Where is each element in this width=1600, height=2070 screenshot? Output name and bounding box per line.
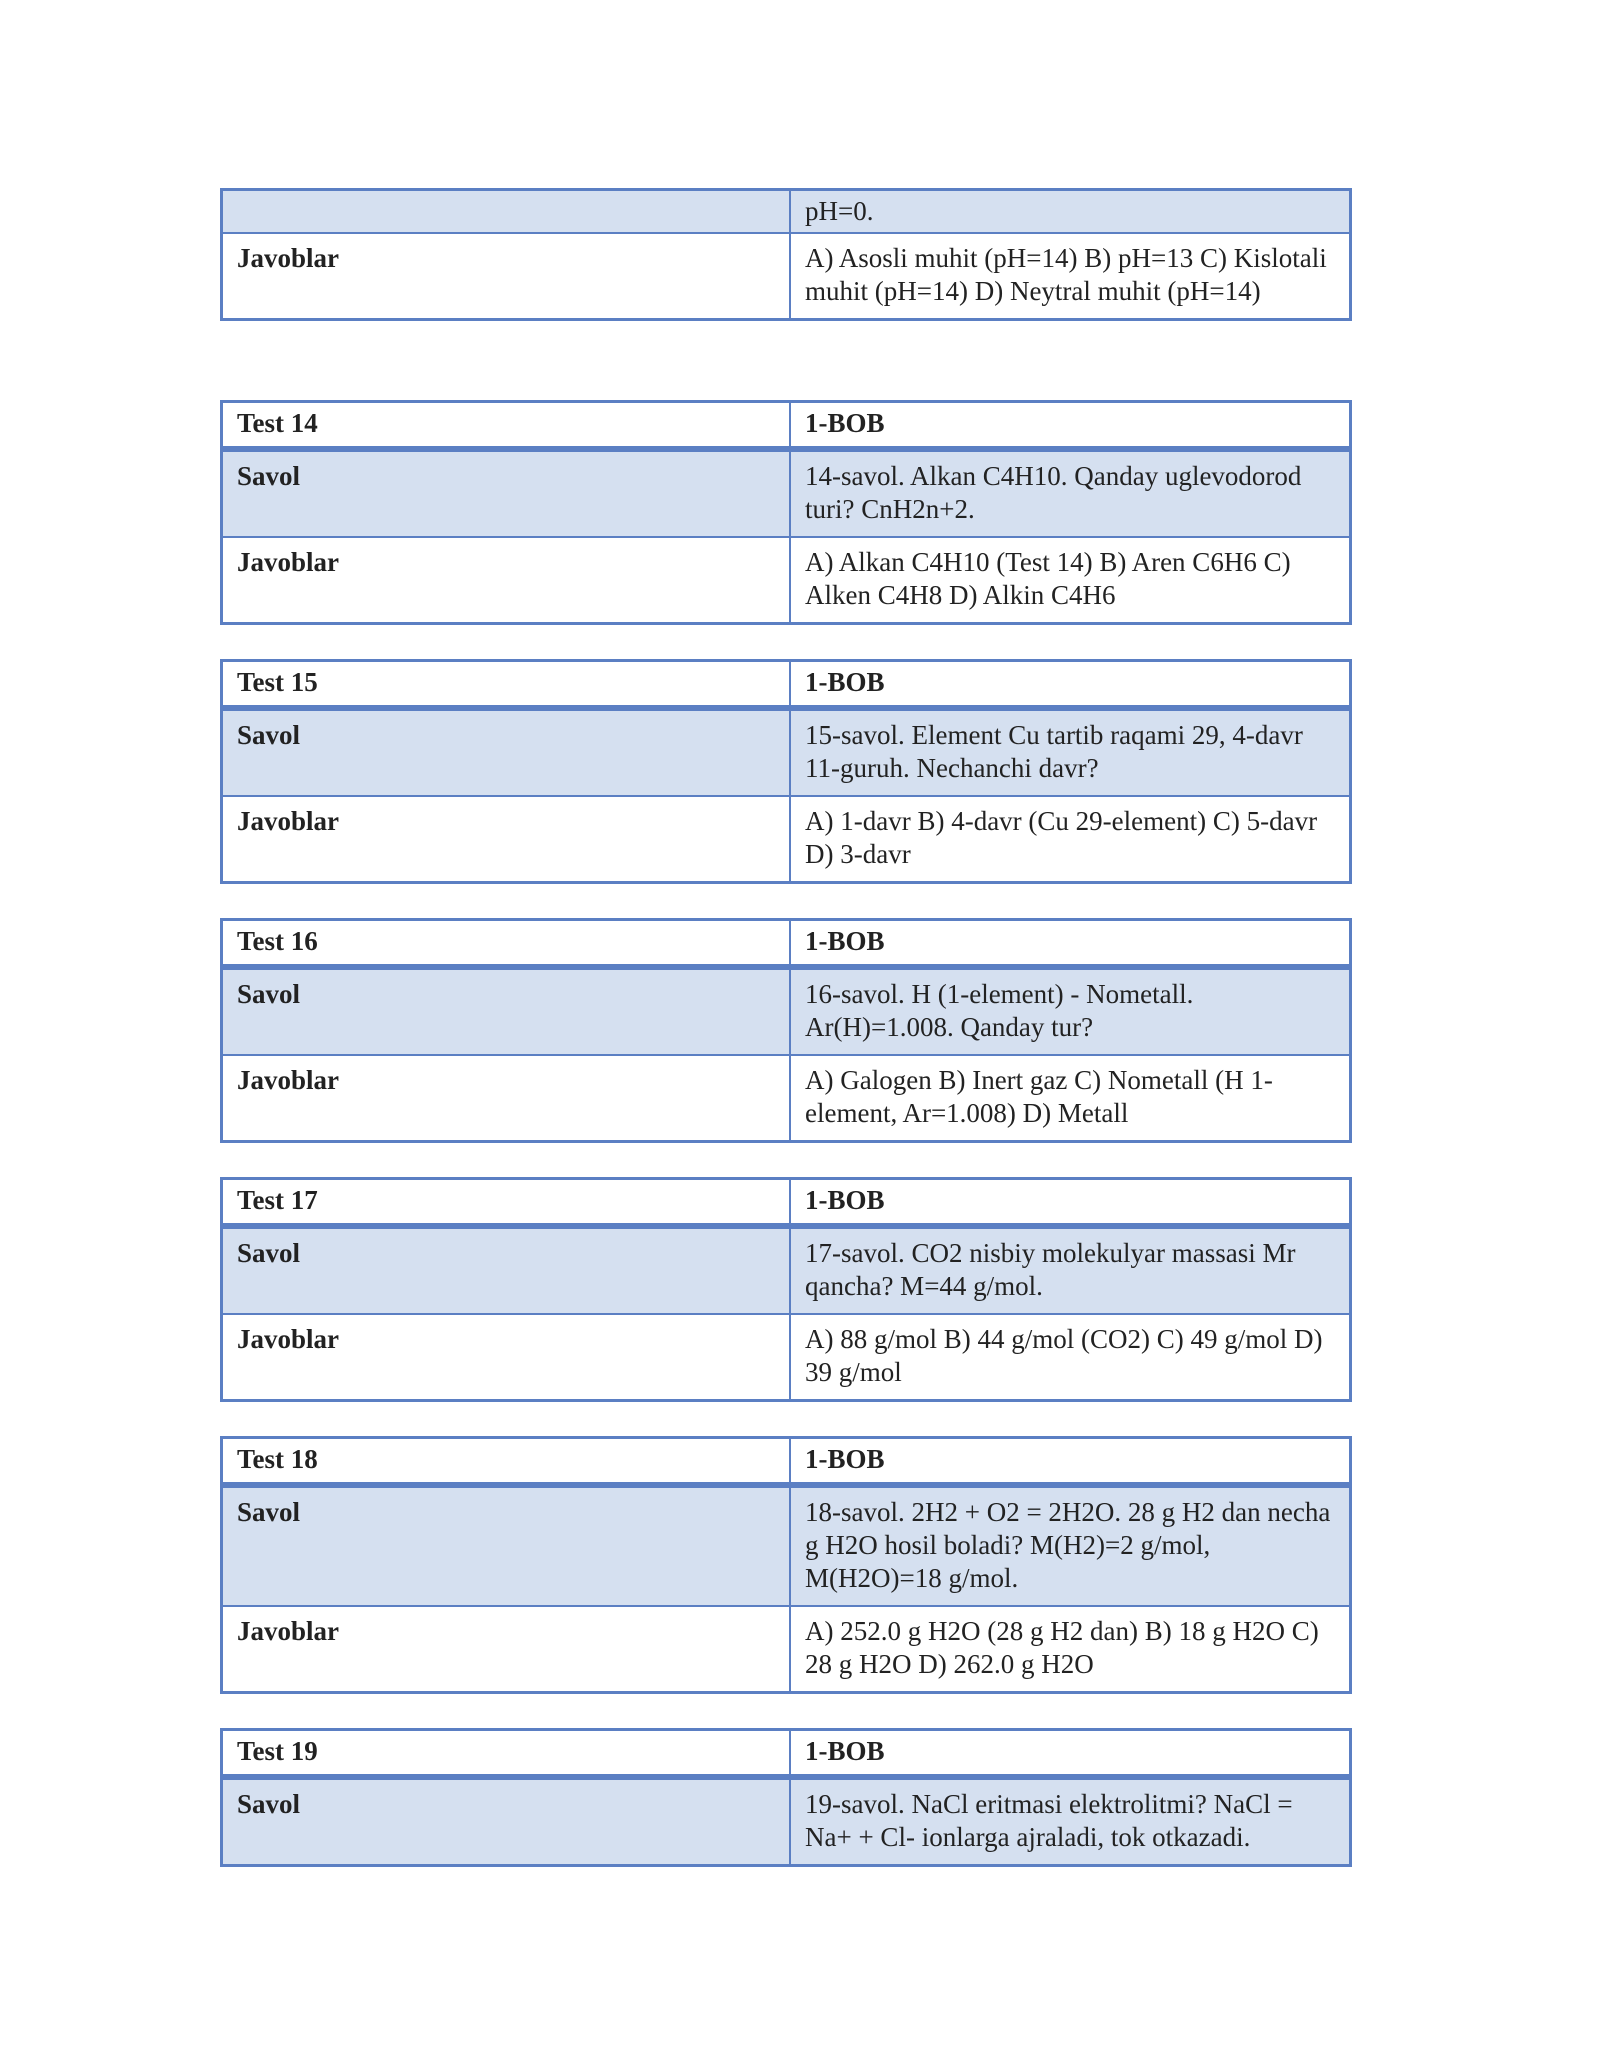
chapter-label: 1-BOB <box>790 402 1351 450</box>
question-label: Savol <box>222 1777 791 1866</box>
question-label: Savol <box>222 449 791 537</box>
answers-label: Javoblar <box>222 1055 791 1142</box>
test-title: Test 17 <box>222 1179 791 1227</box>
question-label: Savol <box>222 1485 791 1606</box>
question-text: 17-savol. CO2 nisbiy molekulyar massasi Mr qancha? M=44 g/mol. <box>790 1226 1351 1314</box>
chapter-label: 1-BOB <box>790 1730 1351 1778</box>
question-text: 18-savol. 2H2 + O2 = 2H2O. 28 g H2 dan necha g H2O hosil boladi? M(H2)=2 g/mol, M(H2O)=18 g/mol. <box>790 1485 1351 1606</box>
answers-label: Javoblar <box>222 1314 791 1401</box>
chapter-label: 1-BOB <box>790 920 1351 968</box>
question-text: 19-savol. NaCl eritmasi elektrolitmi? NaCl = Na+ + Cl- ionlarga ajraladi, tok otkazadi. <box>790 1777 1351 1866</box>
test-title: Test 14 <box>222 402 791 450</box>
answers-label: Javoblar <box>222 537 791 624</box>
test-15-table <box>220 659 1352 884</box>
answers-text: A) Alkan C4H10 (Test 14) B) Aren C6H6 C) Alken C4H8 D) Alkin C4H6 <box>790 537 1351 624</box>
test-14-table <box>220 400 1352 625</box>
answers-text: A) 252.0 g H2O (28 g H2 dan) B) 18 g H2O C) 28 g H2O D) 262.0 g H2O <box>790 1606 1351 1693</box>
answers-text: A) Asosli muhit (pH=14) B) pH=13 C) Kislotali muhit (pH=14) D) Neytral muhit (pH=14) <box>790 233 1351 320</box>
empty-label-cell <box>222 190 791 234</box>
answers-label: Javoblar <box>222 1606 791 1693</box>
answers-label: Javoblar <box>222 233 791 320</box>
answers-text: A) 88 g/mol B) 44 g/mol (CO2) C) 49 g/mol D) 39 g/mol <box>790 1314 1351 1401</box>
question-text: 15-savol. Element Cu tartib raqami 29, 4-davr 11-guruh. Nechanchi davr? <box>790 708 1351 796</box>
question-label: Savol <box>222 708 791 796</box>
question-continuation: pH=0. <box>790 190 1351 234</box>
question-text: 14-savol. Alkan C4H10. Qanday uglevodorod turi? CnH2n+2. <box>790 449 1351 537</box>
test-17-table <box>220 1177 1352 1402</box>
answers-text: A) 1-davr B) 4-davr (Cu 29-element) C) 5-davr D) 3-davr <box>790 796 1351 883</box>
test-18-table <box>220 1436 1352 1694</box>
test-title: Test 15 <box>222 661 791 709</box>
test-13-fragment-table <box>220 188 1352 321</box>
chapter-label: 1-BOB <box>790 1179 1351 1227</box>
test-title: Test 18 <box>222 1438 791 1486</box>
answers-label: Javoblar <box>222 796 791 883</box>
answers-text: A) Galogen B) Inert gaz C) Nometall (H 1-element, Ar=1.008) D) Metall <box>790 1055 1351 1142</box>
test-19-table <box>220 1728 1352 1867</box>
test-16-table <box>220 918 1352 1143</box>
test-title: Test 16 <box>222 920 791 968</box>
chapter-label: 1-BOB <box>790 1438 1351 1486</box>
question-label: Savol <box>222 1226 791 1314</box>
test-title: Test 19 <box>222 1730 791 1778</box>
question-label: Savol <box>222 967 791 1055</box>
chapter-label: 1-BOB <box>790 661 1351 709</box>
question-text: 16-savol. H (1-element) - Nometall. Ar(H)=1.008. Qanday tur? <box>790 967 1351 1055</box>
